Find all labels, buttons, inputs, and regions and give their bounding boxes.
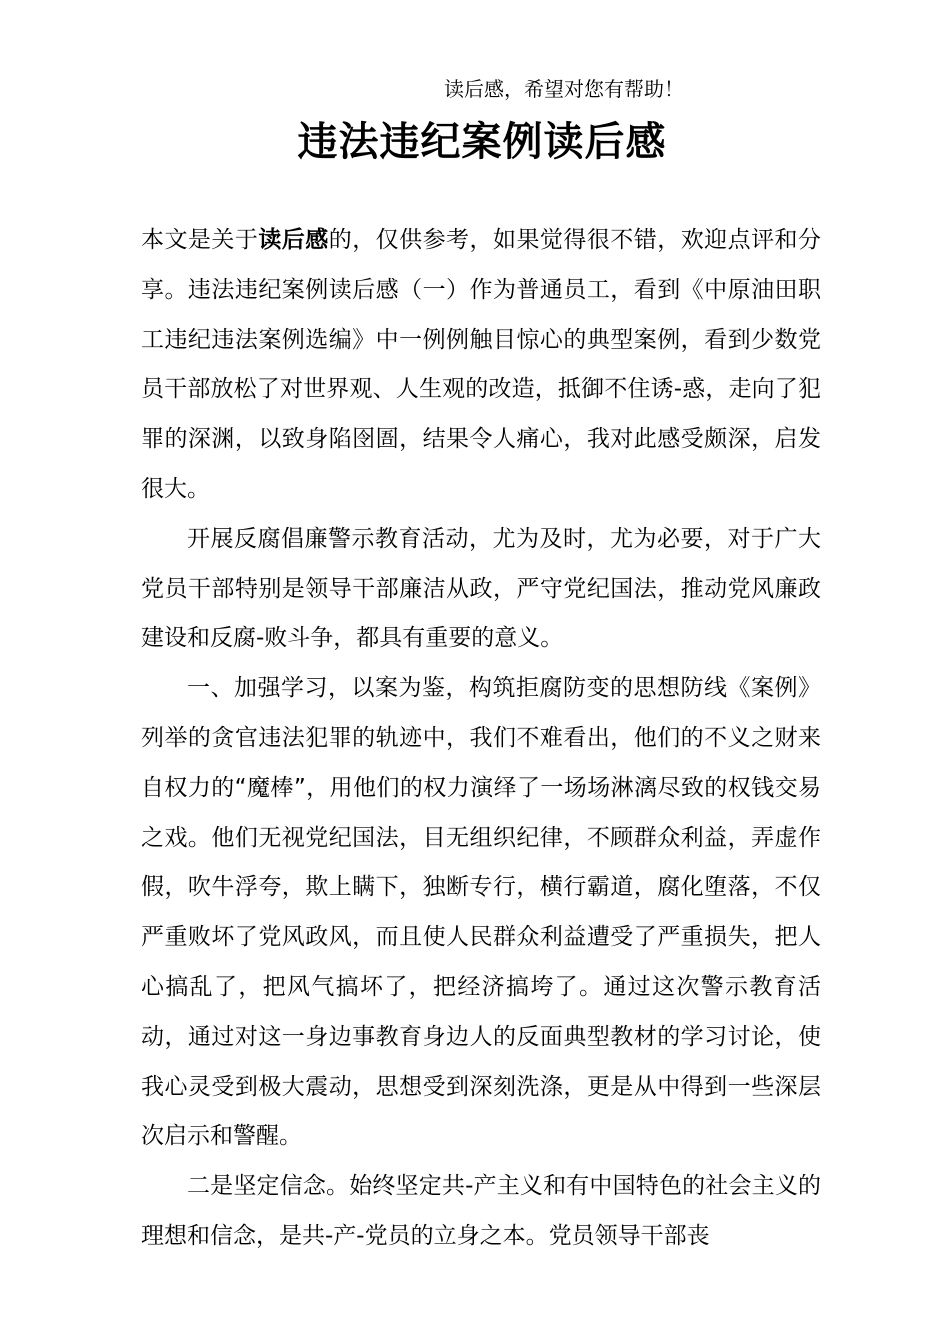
- intro-paragraph: [141, 216, 821, 515]
- document-body: [141, 216, 821, 1262]
- paragraph-section-one: 一、加强学习，以案为鉴，构筑拒腐防变的思想防线《案例》列举的贪官违法犯罪的轨迹中，我们不难看出，他们的不义之财来自权力的“魔棒”，用他们的权力演绎了一场场淋漓尽致的权钱交易之戏。他们无视党纪国法，目无组织纪律，不顾群众利益，弄虚作假，吹牛浮夸，欺上瞒下，独断专行，横行霸道，腐化堕落，不仅严重败坏了党风政风，而且使人民群众利益遭受了严重损失，把人心搞乱了，把风气搞坏了，把经济搞垮了。通过这次警示教育活动，通过对这一身边事教育身边人的反面典型教材的学习讨论，使我心灵受到极大震动，思想受到深刻洗涤，更是从中得到一些深层次启示和警醒。: [141, 675, 821, 1150]
- intro-text-before: 本文是关于: [141, 227, 259, 253]
- paragraph-anti-corruption: 开展反腐倡廉警示教育活动，尤为及时，尤为必要，对于广大党员干部特别是领导干部廉洁从政，严守党纪国法，推动党风廉政建设和反腐-败斗争，都具有重要的意义。: [141, 525, 821, 652]
- document-title: 违法违纪案例读后感: [297, 119, 667, 165]
- paragraph-section-two: 二是坚定信念。始终坚定共-产主义和有中国特色的社会主义的理想和信念，是共-产-党员的立身之本。党员领导干部丧: [141, 1173, 821, 1249]
- intro-keyword: 读后感: [258, 227, 329, 253]
- header-note: 读后感，希望对您有帮助！: [444, 77, 684, 101]
- intro-text-after: 的，仅供参考，如果觉得很不错，欢迎点评和分享。违法违纪案例读后感（一）作为普通员工，看到《中原油田职工违纪违法案例选编》中一例例触目惊心的典型案例，看到少数党员干部放松了对世界观、人生观的改造，抵御不住诱-惑，走向了犯罪的深渊，以致身陷囹圄，结果令人痛心，我对此感受颇深，启发很大。: [141, 227, 822, 502]
